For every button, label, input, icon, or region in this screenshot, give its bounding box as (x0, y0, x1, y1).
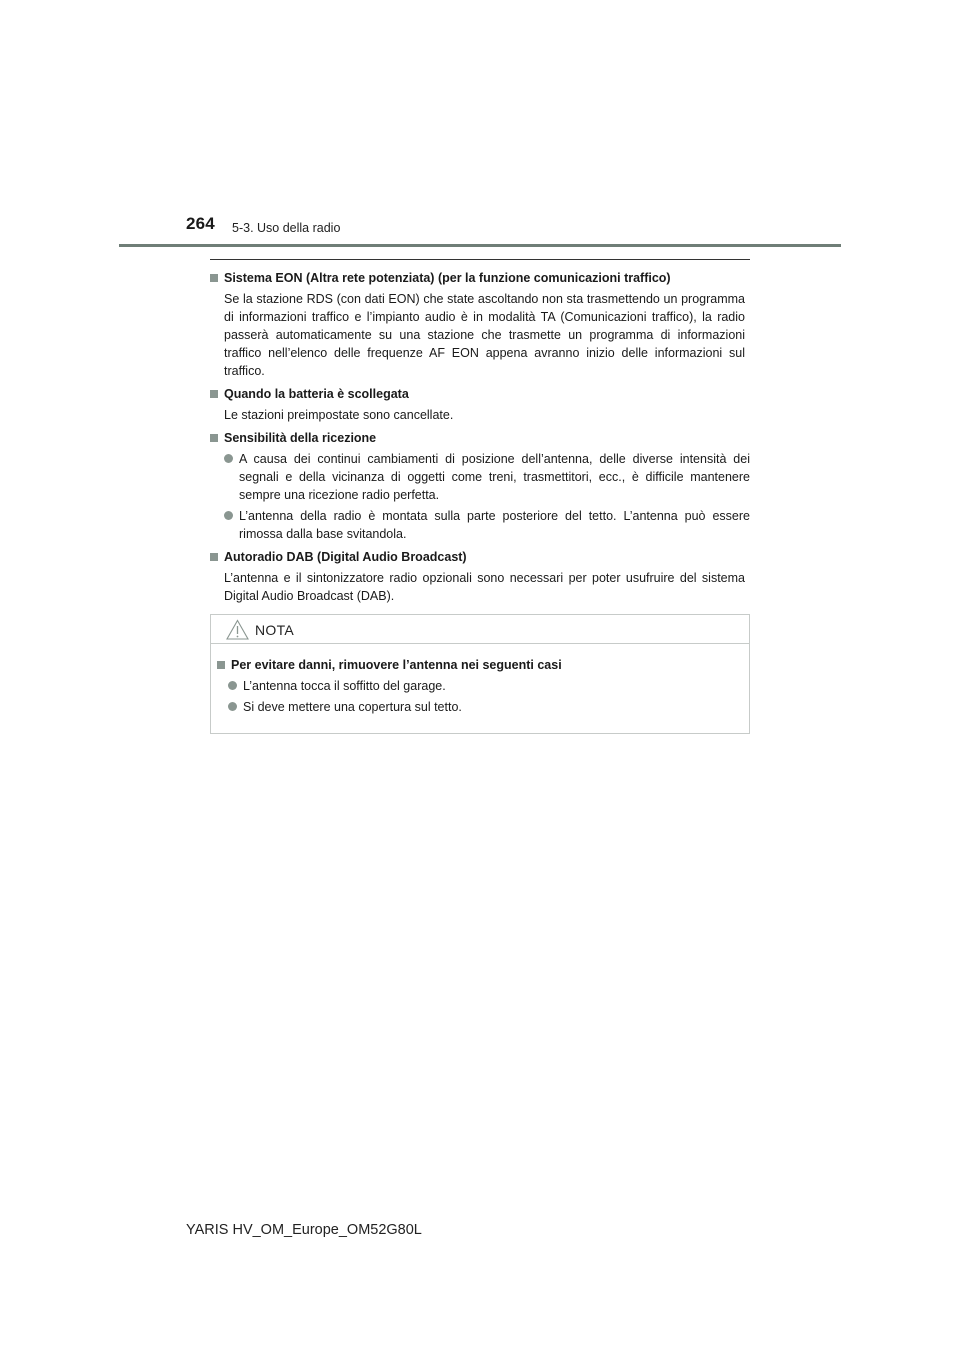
page-number: 264 (186, 214, 215, 233)
list-item-text: L’antenna tocca il soffitto del garage. (243, 679, 446, 693)
note-body (211, 644, 749, 716)
note-heading: Per evitare danni, rimuovere l’antenna nei seguenti casi (231, 658, 562, 672)
main-content (210, 259, 750, 610)
section-battery (210, 385, 750, 424)
list-item (224, 450, 750, 504)
section-body: L’antenna e il sintonizzatore radio opzionali sono necessari per poter usufruire del sistema Digital Audio Broadcast (DAB). (224, 571, 745, 603)
section-heading: Autoradio DAB (Digital Audio Broadcast) (224, 550, 467, 564)
list-item (228, 698, 739, 716)
square-bullet-icon (210, 274, 218, 282)
circle-bullet-icon (228, 702, 237, 711)
note-label: NOTA (255, 622, 295, 638)
section-heading: Sistema EON (Altra rete potenziata) (per la funzione comunicazioni traffico) (224, 271, 671, 285)
square-bullet-icon (210, 390, 218, 398)
section-body: Se la stazione RDS (con dati EON) che state ascoltando non sta trasmettendo un programma di informazioni traffico e l’impianto audio è in modalità TA (Comunicazioni traffico), la radio passerà automaticamente su una stazione che trasmette un programma di informazioni traffico nell’elenco delle frequenze AF EON appena avranno inizio delle informazioni sul traffico. (224, 292, 745, 378)
list-item-text: Si deve mettere una copertura sul tetto. (243, 700, 462, 714)
square-bullet-icon (210, 434, 218, 442)
list-item-text: L’antenna della radio è montata sulla parte posteriore del tetto. L’antenna può essere rimossa dalla base svitandola. (239, 509, 750, 541)
page-footer: YARIS HV_OM_Europe_OM52G80L (186, 1222, 422, 1238)
note-box (210, 614, 750, 734)
list-item-text: A causa dei continui cambiamenti di posizione dell’antenna, delle diverse intensità dei segnali e della vicinanza di oggetti come treni, trasmettitori, ecc., è difficile mantenere sempre una ricezione radio perfetta. (239, 452, 750, 502)
section-eon (210, 269, 750, 380)
note-header (211, 615, 749, 644)
warning-triangle-icon (226, 619, 249, 640)
section-reception (210, 429, 750, 543)
square-bullet-icon (217, 661, 225, 669)
list-item (228, 677, 739, 695)
circle-bullet-icon (224, 454, 233, 463)
section-title: 5-3. Uso della radio (232, 221, 341, 235)
section-heading: Quando la batteria è scollegata (224, 387, 409, 401)
circle-bullet-icon (228, 681, 237, 690)
list-item (224, 507, 750, 543)
header-rule (119, 244, 841, 247)
circle-bullet-icon (224, 511, 233, 520)
section-body: Le stazioni preimpostate sono cancellate. (224, 408, 454, 422)
section-heading: Sensibilità della ricezione (224, 431, 377, 445)
section-dab (210, 548, 750, 605)
square-bullet-icon (210, 553, 218, 561)
